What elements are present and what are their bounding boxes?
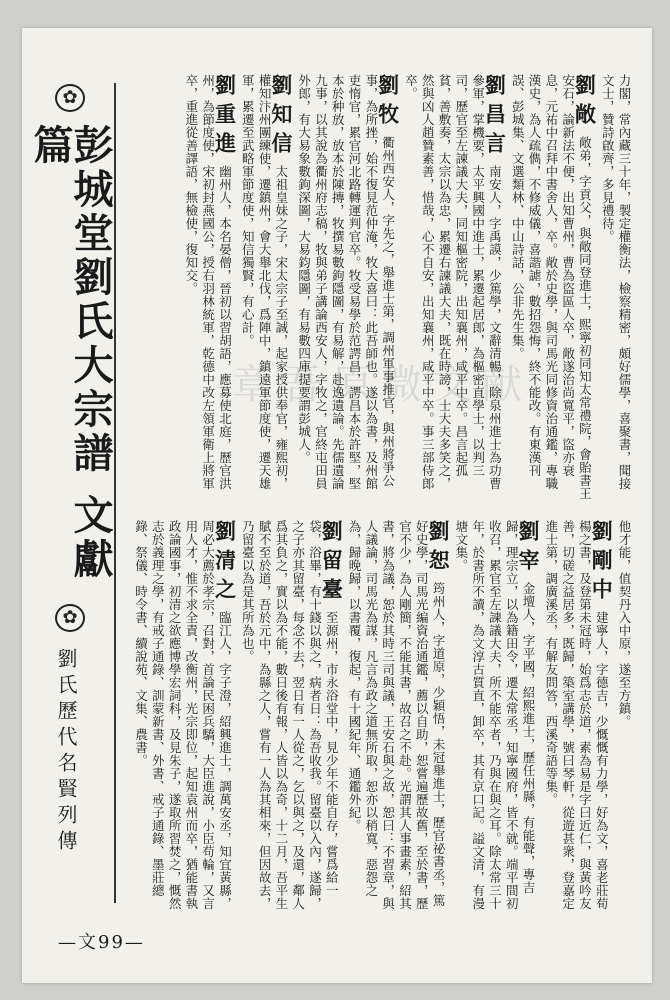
book-subtitle: 劉氏歷代名賢列傳 bbox=[54, 648, 78, 856]
entry-text: 筠州人，字道原，少穎悟，未冠舉進士，歷官祕書丞，篤好史學，司馬光編資治通鑑，薦以自助，恕嘗遍歷故舊，至於書，歷官不少，為人剛簡，不能其書，故召之不赴。光謂其人事畫素，紹其書，將為議，恕於其時三司與議，王安石與之故，恕曰：不習章，與人議論，司馬光為謀，凡言為政之道無所取，恕亦以稍寬，惡怨之為，歸晚歸，以書覆，復起，有十國紀年、通鑑外紀。 bbox=[347, 520, 447, 910]
entry-heading: 劉重進 bbox=[212, 74, 238, 161]
entry-text: 敞弟，字貢父，與敞同登進士，熙寧初同知太常禮院，會貽書王安石，論新法不便，出知曹州，曹為盜區人卒，敞遂治尚寬平，盜亦衰息，元祐中召拜中書舍人，卒。敞於史學，與司馬光同修資治通鑑，專職漢史，為人疏儁，不修威儀，喜諧謔，數招怨悔，終不能改。有東漢刊誤、彭城集、文選類林、中山詩話，公非先生集。 bbox=[510, 74, 593, 500]
entry-heading: 劉恕 bbox=[426, 520, 452, 578]
entry-text: 建寧人，字德吉，少慨慨有力學，好為文，喜老莊荀楊之書，及登第未冠時，始爲志於道，素為易是字曰近仁，與黃吟友善，切磋之益居多，既歸，築室講學，號曰琴軒，從遊甚衆，登嘉定進士第，調廣溪丞，有解友問答，西溪奇語等集。 bbox=[543, 520, 610, 910]
page-number: —文99— bbox=[58, 932, 145, 953]
biography-entry bbox=[508, 74, 598, 502]
biography-entry bbox=[295, 74, 401, 502]
entry-text: 南安人，字禹謨，少篤學，文辭清暢，除泉州進士為功曹參軍，掌機要，太平興國中進士，累遷起居郎，為樞密直學士，以判三司，歷官至左諫議大夫，同知樞密院，出知襄州，咸平中卒。昌言起孤貧，善敷奏，太宗以為忠，累遷右諫議大夫，既在時謗，士大夫多笑之，然與凶人趙贊素善，惜哉，心不自安，出知襄州，咸平中卒。事三部侍郎卒。 bbox=[403, 74, 503, 490]
entry-text: 太祖皇妹之子，宋太宗子至誠，起家授供奉官，雍熙初，權知汴州團練使，遷鎮州，會大舉北伐，爲陣中，鎮遠軍節度使，遷天雄軍，累遷至武略軍節度使，知信獨賢，有心計。 bbox=[240, 74, 289, 490]
entry-heading: 劉剛中 bbox=[589, 520, 615, 607]
divider-line bbox=[114, 83, 116, 903]
entry-heading: 劉敞 bbox=[572, 74, 598, 132]
entry-text: 金壇人，字平國，紹熙進士，歷任州縣，有能聲，專吉歸，理宗立，以為籍田令，遷太常丞，知寧國府，皆不就。端平間初收召，累官至左諫議大夫，所不能卒者，乃與在與之耳。除太常三十年，於書所不讀，為文淳古質直，卸卒，其有京口記。謚文清，有漫塘文集。 bbox=[453, 520, 537, 910]
document-page bbox=[22, 28, 652, 983]
entry-text: 力閣，常內藏三十年，製定權衡法，檢察精密，頗好儒學，喜聚書，聞接文士，贊詩啟齊，多見禮待。 bbox=[600, 74, 632, 490]
entry-text: 至源州，市永浴堂中，見少年不能自存，嘗爲給一袋，浴畢，有十錢以與之，病者日：為吾收我。留臺以入內，遂歸，之子亦其留臺，每念不去，翌日有一人從之，乞以與之，及還，鄰人爲其負之，實以為不能，數日後有報，人皆以為奇，十二月，吾平生賦不至於道，吾於元中，為縣之人，嘗有一人為其相來，但因故去，乃留臺以為是其所為也。 bbox=[240, 520, 340, 910]
entry-text: 他才能，值契丹入中原，遂至方鎮。 bbox=[617, 520, 632, 728]
entry-text: 幽州人，本名晏僧，晉初以習胡語，應募使北庭，歷官洪州，為節度使，宋初封燕國公，授右羽林統軍，乾德中改左領軍衛上將軍卒，重進從善譯語，無檢使，復知交。 bbox=[183, 74, 233, 490]
entry-heading: 劉知信 bbox=[268, 74, 294, 161]
text-block-top bbox=[126, 74, 632, 502]
biography-entry bbox=[615, 520, 632, 912]
watermark-text: 章吾原微文献 bbox=[232, 362, 532, 408]
biography-entry bbox=[345, 520, 452, 912]
biography-entry bbox=[132, 520, 238, 912]
entry-heading: 劉昌言 bbox=[482, 74, 508, 161]
biography-entry bbox=[238, 520, 345, 912]
flower-emblem-icon bbox=[55, 84, 85, 112]
text-block-bottom bbox=[126, 520, 632, 912]
entry-heading: 劉牧 bbox=[375, 74, 401, 132]
entry-text: 臨江人，字子澄，紹興進士，調萬安丞，知宜黃縣，周必大薦於孝宗，召對，首論民困兵驕，大臣進說，小臣苟輪，又言用人才，惟不求全責，改衡州，光宗即位，起知袁州而卒，猶能書執政論國事，初清之欲應博學宏詞科，及見朱子，遂取所習焚之，慨然志於義理之學，有戒子通錄、訓蒙新書、外書、戒子通錄、墨莊總錄、祭儀、時令書、續說苑、文集、農書。 bbox=[133, 520, 233, 910]
entry-text: 衢州西安人，字先之，舉進士第，調州軍事推官，與州將爭公事，為所挫，始不復見范仲淹，牧大喜曰：此吾師也。遂以為書，及州館吏惰官，累官河北路轉運判官卒。牧受易學於范諤昌，諤昌本於許堅，堅本於种放，放本於陳摶，牧撰易數鉤隱圖，有易解，赴逸遺論。先儒遺論九事，以其說為衢州府志稿，牧與弟子講論西安人，字牧之，官終屯田員外郎，有大易象數鉤深圖，大易鈞隱圖，有易數四庫提要謂彭城人。 bbox=[296, 74, 396, 490]
biography-entry bbox=[542, 520, 615, 912]
book-title: 彭城堂劉氏大宗譜 文獻篇 bbox=[27, 124, 114, 583]
biography-entry bbox=[402, 74, 508, 502]
flower-emblem-icon bbox=[55, 604, 85, 632]
biography-entry bbox=[238, 74, 294, 502]
biography-entry bbox=[182, 74, 238, 502]
title-band bbox=[27, 78, 114, 638]
entry-heading: 劉清之 bbox=[212, 520, 238, 607]
biography-entry bbox=[598, 74, 632, 502]
entry-heading: 劉留臺 bbox=[319, 520, 345, 607]
entry-heading: 劉宰 bbox=[516, 520, 542, 578]
biography-entry bbox=[452, 520, 542, 912]
